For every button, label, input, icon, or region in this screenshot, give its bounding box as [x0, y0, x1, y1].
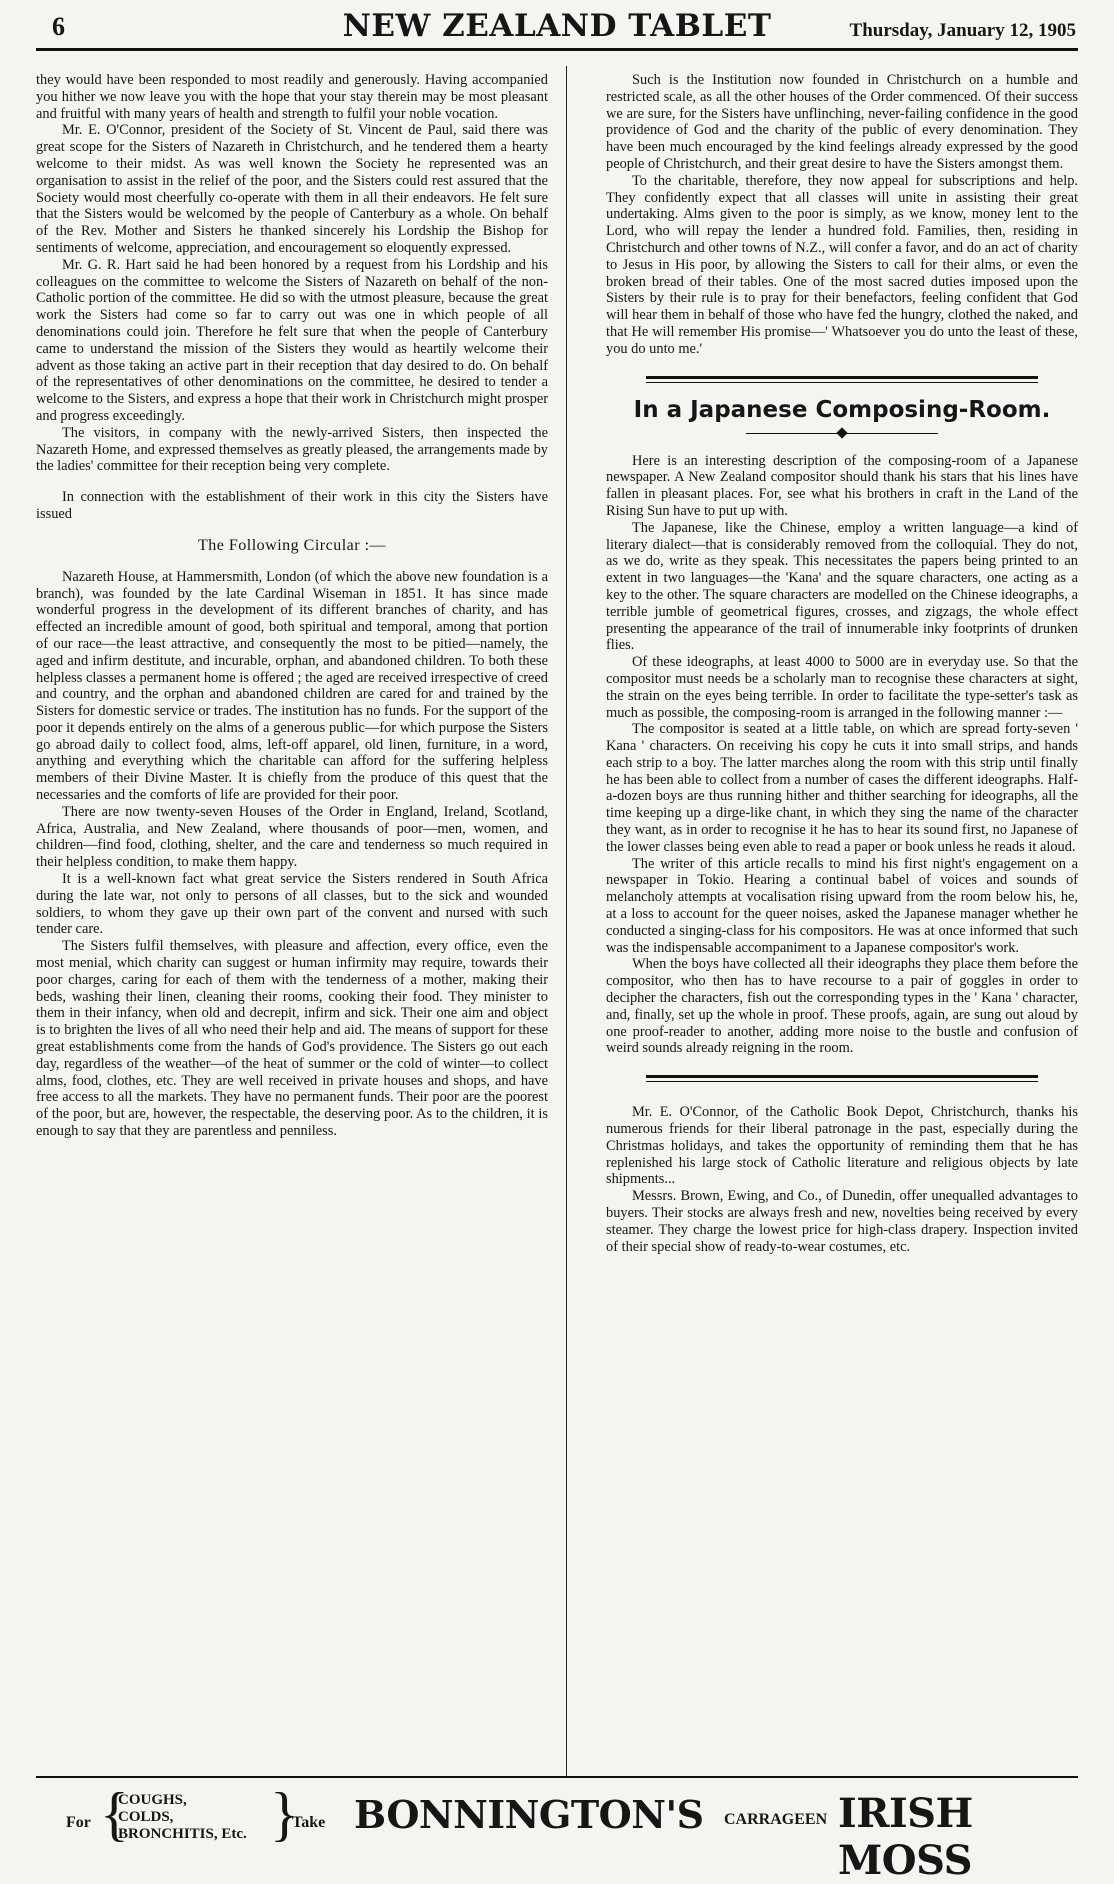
right-brace: } — [270, 1781, 299, 1847]
left-brace: { — [100, 1781, 129, 1847]
ailment: COUGHS, — [118, 1792, 187, 1808]
ad-ailments — [118, 1792, 247, 1843]
ad-product-name: IRISH MOSS — [838, 1790, 973, 1884]
issue-date: Thursday, January 12, 1905 — [849, 20, 1076, 41]
paragraph: In connection with the establishment of their work in this city the Sisters have issued — [36, 489, 548, 522]
paragraph: Mr. E. O'Connor, president of the Society of St. Vincent de Paul, said there was great scope for the Sisters of Nazareth in Christchurch, and he tendered them a hearty welcome to their midst. As was well known the Society he represented was an organisation to assist in the relief of the poor, and the Sisters could rest assured that the Society would most cheerfully co-operate with them in all their endeavors. He felt sure that the Sisters would be welcomed by the people of Canterbury as a whole. On behalf of the Rev. Mother and Sisters he thanked sincerely his Lordship the Bishop for sentiments of welcome, appreciation, and encouragement so eloquently expressed. — [36, 122, 548, 256]
paragraph: The compositor is seated at a little table, on which are spread forty-seven ' Kana ' characters. On receiving his copy he cuts it into small strips, and hands each strip to a boy. The latter marches along the room with this strip until finally he has been able to collect from a number of cases the different ideographs. Half-a-dozen boys are thus running hither and thither searching for ideographs, all the time keeping up a dirge-like chant, in which they sing the name of the character they want, as in order to recognise it he has to hear its sound first, no Japanese of the lower classes being even able to read a paper or book unless he reads it aloud. — [606, 721, 1078, 855]
paragraph: The writer of this article recalls to mind his first night's engagement on a newspaper in Tokio. Hearing a continual babel of voices and sounds of melancholy attempts at vocalisation rising upward from the room below his, he, at a loss to account for the queer noises, asked the Japanese manager whether he conducted a singing-class for his compositors. He was at once informed that such was the indispensable accompaniment to a Japanese compositor's work. — [606, 855, 1078, 956]
paragraph: There are now twenty-seven Houses of the Order in England, Ireland, Scotland, Africa, Australia, and New Zealand, where thousands of poor—men, women, and children—find food, clothing, shelter, and the care and tenderness so much required in their helpless condition, to make them happy. — [36, 803, 548, 871]
left-column — [36, 72, 548, 1140]
paragraph: Nazareth House, at Hammersmith, London (of which the above new foundation is a branch), was founded by the late Cardinal Wiseman in 1851. It has since made wonderful progress in the development of its different branches of charity, and has effected an incredible amount of good, both spiritual and temporal, among that portion of our race—the least attractive, and consequently the most to be pitied—namely, the aged and infirm destitute, and incurable, orphan, and abandoned children. To both these helpless classes a permanent home is offered ; the aged are received irrespective of creed and country, and the orphan and abandoned children are cared for and trained by the Sisters for domestic service or trades. The institution has no funds. For the support of the poor it depends entirely on the alms of a generous public—for which purpose the Sisters go abroad daily to collect food, alms, left-off apparel, old linen, furniture, in a word, anything and everything which the charitable can afford for the suffering helpless members of their Divine Master. It is chiefly from the produce of this quest that the necessaries and the comforts of life are provided for their poor. — [36, 568, 548, 804]
paragraph: To the charitable, therefore, they now appeal for subscriptions and help. They confidently expect that all classes will unite in assisting their great undertaking. Alms given to the poor is simply, as we know, money lent to the Lord, who will repay the lender a hundred fold. Families, then, residing in Christchurch and other towns of N.Z., will confer a favor, and do an act of charity to Jesus in His poor, by allowing the Sisters to call for their alms, or even the broken bread of their tables. One of the most sacred duties imposed upon the Sisters by their rule is to pray for their benefactors, feeling confident that God will hear them in behalf of those who have fed the hungry, clothed the naked, and that He will remember His promise—' Whatsoever you do unto the least of these, you do unto me.' — [606, 172, 1078, 357]
right-column — [606, 72, 1078, 1255]
paragraph: The visitors, in company with the newly-arrived Sisters, then inspected the Nazareth Home, and expressed themselves as greatly pleased, the arrangements made by the ladies' committee for their reception being very complete. — [36, 424, 548, 475]
article-heading: In a Japanese Composing-Room. — [633, 396, 1051, 423]
ad-take-label: Take — [292, 1814, 326, 1831]
paragraph: The Sisters fulfil themselves, with pleasure and affection, every office, even the most menial, which charity can suggest or human infirmity may require, towards their poor charges, caring for each of them with the tenderness of a mother, making their beds, washing their linen, cleaning their rooms, cooking their food. They minister to them in their infancy, when old and decrepit, infirm and sick. Their one aim and object is to brighten the lives of all who need their help and aid. The means of support for these great establishments come from the hands of God's providence. The Sisters go out each day, regardless of the weather—of the heat of summer or the cold of winter—to collect alms, food, clothes, etc. They are well received in private houses and shops, and have free access to all the markets. They have no permanent funds. Their poor are the poorest of the poor, but are, however, the respectable, the deserving poor. As to the children, it is enough to say that they are parentless and penniless. — [36, 938, 548, 1140]
page-number: 6 — [52, 12, 65, 41]
paragraph: Here is an interesting description of the composing-room of a Japanese newspaper. A New Zealand compositor should thank his stars that his lines have fallen in pleasant places. For, see what his brothers in craft in the Land of the Rising Sun have to put up with. — [606, 452, 1078, 519]
section-separator — [606, 1075, 1078, 1082]
paragraph: Mr. E. O'Connor, of the Catholic Book Depot, Christchurch, thanks his numerous friends for their liberal patronage in the past, especially during the Christmas holidays, and takes the opportunity of reminding them that he has replenished his large stock of Catholic literature and religious objects by late shipments... — [606, 1104, 1078, 1188]
circular-subheading: The Following Circular :— — [197, 536, 387, 554]
ailment: COLDS, — [118, 1809, 174, 1825]
paragraph: It is a well-known fact what great service the Sisters rendered in South Africa during the late war, not only to persons of all classes, but to the sick and wounded soldiers, to whom they gave up their own part of the convent and nursed with such tender care. — [36, 871, 548, 938]
masthead — [36, 8, 1078, 51]
ornament-divider — [606, 429, 1078, 439]
spacer — [36, 475, 548, 489]
section-separator — [606, 376, 1078, 383]
paragraph: Of these ideographs, at least 4000 to 5000 are in everyday use. So that the compositor must needs be a scholarly man to recognise these characters at sight, the strain on the eyes being terrible. In order to facilitate the type-setter's task as much as possible, the composing-room is arranged in the following manner :— — [606, 654, 1078, 721]
paragraph: Messrs. Brown, Ewing, and Co., of Dunedin, offer unequalled advantages to buyers. Their stocks are always fresh and new, novelties being received by every steamer. They charge the lowest price for high-class drapery. Inspection invited of their special show of ready-to-wear costumes, etc. — [606, 1188, 1078, 1255]
ad-for-label: For — [66, 1814, 91, 1831]
paragraph: Such is the Institution now founded in Christchurch on a humble and restricted scale, as all the other houses of the Order commenced. Of their success we are sure, for the Sisters have unflinching, never-failing confidence in the good providence of God and the charity of the public of every denomination. They have been much encouraged by the kind feelings already expressed by the good people of Christchurch, and their great desire to have the Sisters amongst them. — [606, 72, 1078, 172]
column-divider — [566, 66, 567, 1776]
spacer — [606, 1090, 1078, 1104]
paragraph: Mr. G. R. Hart said he had been honored by a request from his Lordship and his colleagues on the committee to welcome the Sisters of Nazareth on behalf of the non-Catholic portion of the committee. He did so with the utmost pleasure, because the great work the Sisters had come so far to carry out was one in which people of all denominations could join. Therefore he felt sure that when the people of Canterbury came to understand the mission of the Sisters they would as heartily welcome their advent as those taking an active part in their reception that day desired to do. On behalf of the representatives of other denominations on the committee, he desired to tender a welcome to the Sisters, and express a hope that their work in Christchurch might prosper and progress exceedingly. — [36, 256, 548, 424]
ad-carrageen-label: CARRAGEEN — [724, 1811, 828, 1828]
paragraph: When the boys have collected all their ideographs they place them before the compositor, who then has to have recourse to a pair of goggles in order to decipher the characters, fish out the corresponding types in the ' Kana ' character, and, finally, set up the whole in proof. These proofs, again, are sung out aloud by one proof-reader to another, adding more noise to the bustle and confusion of weird sounds already reigning in the room. — [606, 956, 1078, 1057]
newspaper-title: NEW ZEALAND TABLET — [342, 8, 772, 44]
ad-brand-name: BONNINGTON'S — [354, 1792, 704, 1837]
paragraph: The Japanese, like the Chinese, employ a written language—a kind of literary dialect—that is considerably removed from the colloquial. They do not, as we do, write as they speak. This necessitates the papers being printed to an extent in two languages—the 'Kana' and the square characters, one acting as a key to the other. The square characters are modelled on the Chinese ideographs, a terrible jumble of geometrical figures, crosses, and zigzags, the whole effect presenting the appearance of the trail of innumerable inky footprints of drunken flies. — [606, 519, 1078, 654]
paragraph: they would have been responded to most readily and generously. Having accompanied you hither we now leave you with the hope that your stay therein may be most pleasant and fruitful with many years of health and strength to fulfil your noble vocation. — [36, 72, 548, 122]
ailment: BRONCHITIS, Etc. — [118, 1826, 247, 1842]
advertisement-banner — [36, 1776, 1078, 1884]
